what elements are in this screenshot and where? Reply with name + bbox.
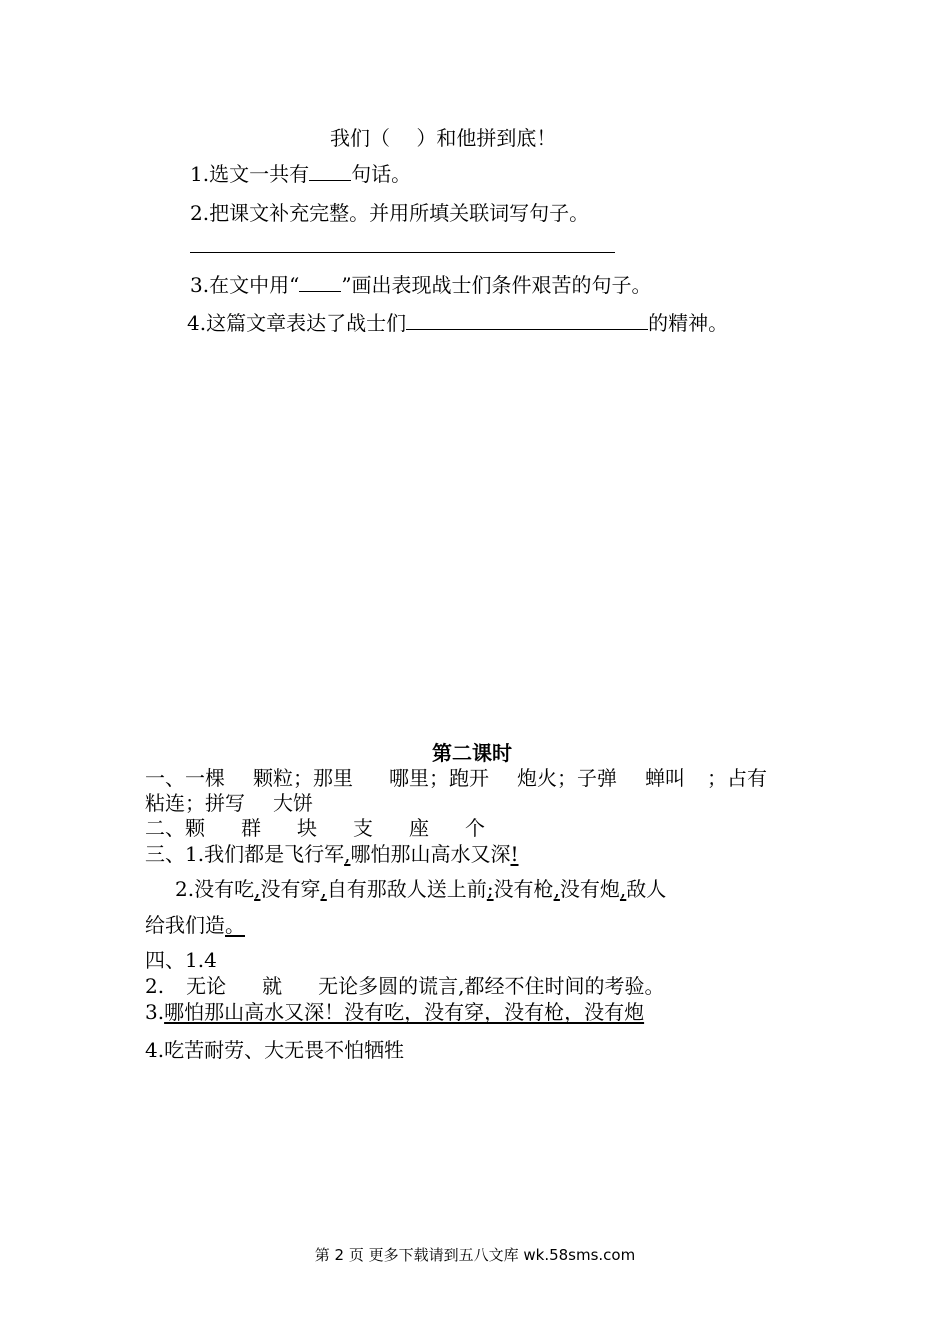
question-3-suffix: ”画出表现战士们条件艰苦的句子。: [341, 273, 652, 297]
question-1: [190, 161, 411, 187]
question-4-prefix: 4.这篇文章表达了战士们: [187, 311, 407, 335]
question-2: 2.把课文补充完整。并用所填关联词写句子。: [190, 201, 590, 225]
answer-part4-item4: 4.吃苦耐劳、大无畏不怕牺牲: [145, 1038, 405, 1062]
answer-word: 一、一棵: [145, 766, 225, 790]
answer-part3-item2-line1: [175, 876, 666, 902]
question-3: [190, 272, 652, 298]
question-4: [187, 310, 728, 336]
answer-part1-line2: [145, 790, 313, 816]
answer-underlined: !: [510, 842, 519, 866]
answer-text: 三、1.我们都是飞行军: [145, 842, 345, 866]
answer-underlined: ,: [320, 877, 327, 901]
answer-word: 颗粒；那里: [253, 766, 353, 790]
answer-part4-item1: 四、1.4: [145, 948, 217, 972]
answer-text: 无论: [186, 974, 227, 998]
page-footer: 第 2 页 更多下载请到五八文库 wk.58sms.com: [314, 1246, 636, 1264]
answer-part1-line1: [145, 765, 767, 791]
answer-blank: [309, 162, 351, 181]
answer-text: 2.没有吃: [175, 877, 255, 901]
answer-line: [190, 252, 615, 253]
answer-text: 没有穿: [260, 877, 321, 901]
answer-underlined: ;: [486, 877, 494, 901]
answer-part2: [145, 815, 485, 841]
answer-underlined: ,: [619, 877, 627, 901]
answer-text: 无论多圆的谎言,都经不住时间的考验。: [318, 974, 665, 998]
question-3-prefix: 3.在文中用“: [190, 273, 300, 297]
answer-text: 敌人: [626, 877, 667, 901]
answer-underlined: 哪怕那山高水又深！没有吃，没有穿，没有枪，没有炮: [164, 1000, 645, 1024]
answer-word: 蝉叫: [645, 766, 685, 790]
answer-text: 给我们造: [145, 913, 225, 937]
answer-word: 二、颗: [145, 816, 205, 840]
answer-text: 3.: [145, 1000, 165, 1024]
answer-word: 大饼: [273, 791, 313, 815]
answer-word: 炮火；子弹: [517, 766, 617, 790]
answer-underlined: 。: [225, 913, 245, 937]
answer-text: 没有枪: [493, 877, 554, 901]
answer-text: 2.: [145, 974, 165, 998]
question-1-prefix: 1.选文一共有: [190, 162, 310, 186]
question-4-suffix: 的精神。: [648, 311, 729, 335]
answer-word: 个: [465, 816, 485, 840]
answers-title: 第二课时: [432, 741, 512, 765]
answer-blank: [299, 273, 341, 292]
answer-underlined: ,: [344, 842, 351, 866]
answer-word: 块: [297, 816, 317, 840]
answer-word: ；占有: [707, 766, 767, 790]
exercise-heading: 我们（ ）和他拼到底！: [330, 126, 557, 150]
answer-part4-item3: [145, 999, 644, 1025]
answer-text: 自有那敌人送上前: [326, 877, 487, 901]
answer-word: 座: [409, 816, 429, 840]
answer-part4-item2: [145, 973, 664, 999]
answer-word: 粘连；拼写: [145, 791, 245, 815]
answer-part3-item1: [145, 841, 519, 867]
answer-text: 就: [262, 974, 283, 998]
answer-blank: [406, 311, 648, 330]
answer-underlined: ,: [254, 877, 261, 901]
answer-part3-item2-line2: [145, 912, 245, 938]
answer-word: 哪里；跑开: [389, 766, 489, 790]
answer-underlined: ,: [553, 877, 560, 901]
answer-text: 哪怕那山高水又深: [350, 842, 511, 866]
answer-text: 没有炮: [559, 877, 620, 901]
answer-word: 群: [241, 816, 261, 840]
question-1-suffix: 句话。: [351, 162, 412, 186]
answer-word: 支: [353, 816, 373, 840]
